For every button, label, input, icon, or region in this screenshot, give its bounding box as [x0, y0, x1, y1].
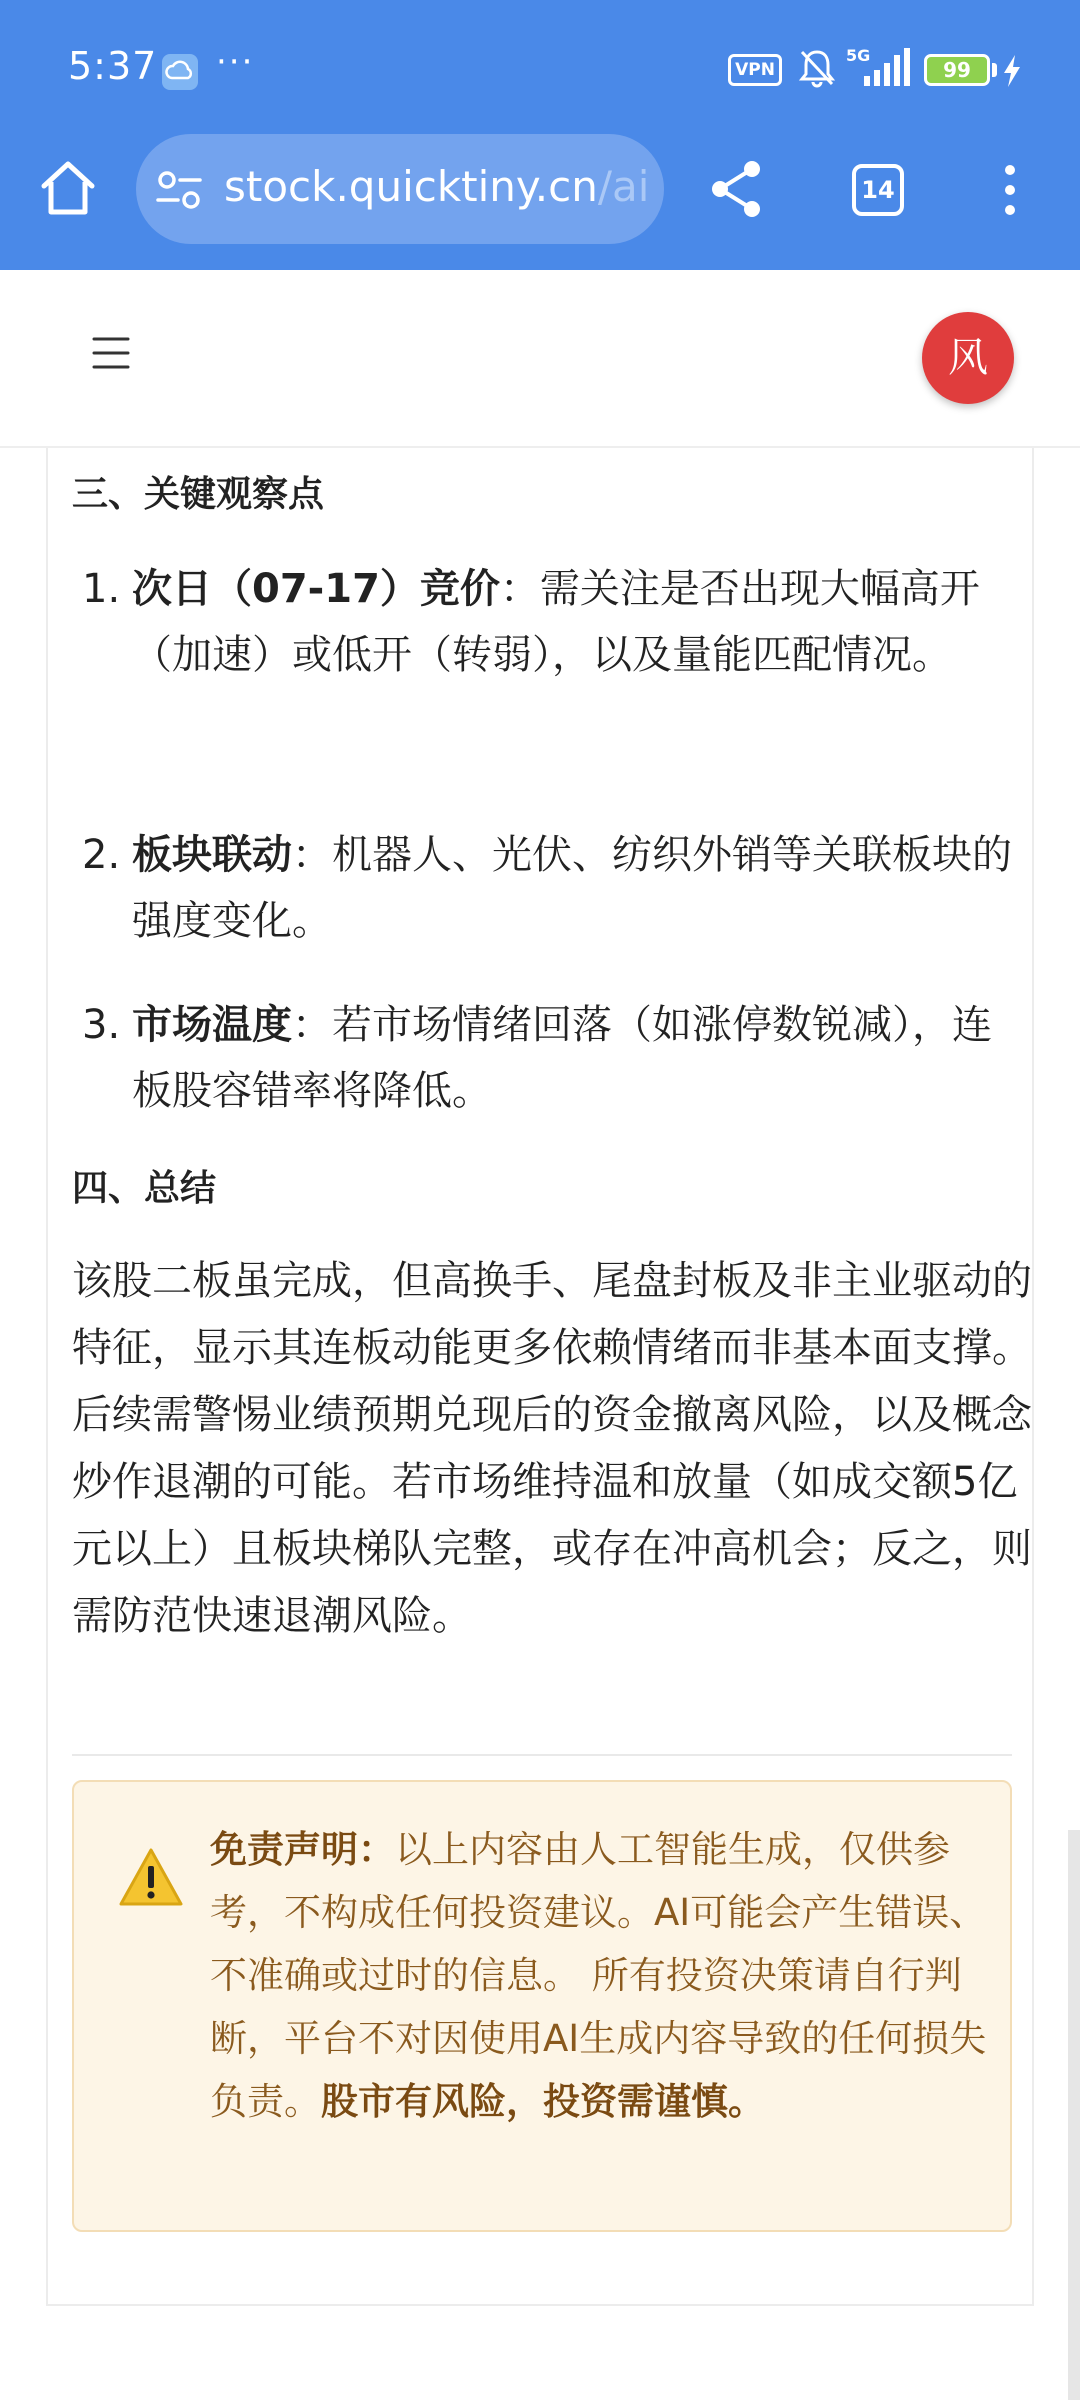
- share-icon[interactable]: [708, 158, 766, 220]
- status-bar: [0, 0, 1080, 140]
- list-item-body: ：机器人、光伏、纺织外销等关联板块的强度变化。: [132, 832, 1012, 944]
- list-item-title: 市场温度: [132, 1002, 292, 1048]
- disclaimer-emphasis: 股市有风险，投资需谨慎。: [321, 2080, 765, 2123]
- site-logo[interactable]: 风: [922, 312, 1014, 404]
- url-host: stock.quicktiny.cn: [224, 162, 598, 211]
- divider: [72, 1754, 1012, 1756]
- more-menu-icon[interactable]: [998, 160, 1022, 220]
- list-item-title: 板块联动: [132, 832, 292, 878]
- list-item-body: ：若市场情绪回落（如涨停数锐减），连板股容错率将降低。: [132, 1002, 992, 1114]
- vpn-badge: VPN: [728, 54, 782, 86]
- cloud-icon: [162, 54, 198, 90]
- battery-icon: [924, 54, 990, 86]
- list-item-title: 次日（07-17）竞价: [132, 566, 500, 612]
- bell-muted-icon: [798, 48, 836, 88]
- more-notifications-icon: ···: [216, 42, 255, 82]
- disclaimer-box: [72, 1780, 1012, 2232]
- list-number: 2.: [82, 832, 121, 878]
- warning-icon: [118, 1846, 184, 1908]
- disclaimer-text: [210, 1818, 990, 2133]
- list-number: 1.: [82, 566, 121, 612]
- list-item-body: ：需关注是否出现大幅高开（加速）或低开（转弱），以及量能匹配情况。: [132, 566, 980, 678]
- list-text: [132, 556, 1022, 688]
- section-heading-observations: 三、关键观察点: [72, 474, 325, 515]
- home-icon[interactable]: [38, 158, 98, 218]
- battery-level: 99: [943, 58, 971, 82]
- list-text: [132, 992, 1022, 1124]
- disclaimer-body: 以上内容由人工智能生成，仅供参考，不构成任何投资建议。AI可能会产生错误、不准确或过时的信息。 所有投资决策请自行判断，平台不对因使用AI生成内容导致的任何损失负责。: [210, 1828, 987, 2123]
- site-header: [0, 270, 1080, 448]
- summary-paragraph: 该股二板虽完成，但高换手、尾盘封板及非主业驱动的特征，显示其连板动能更多依赖情绪而非基本面支撑。后续需警惕业绩预期兑现后的资金撤离风险，以及概念炒作退潮的可能。若市场维持温和放量（如成交额5亿元以上）且板块梯队完整，或存在冲高机会；反之，则需防范快速退潮风险。: [72, 1258, 1032, 1639]
- hamburger-menu-icon[interactable]: [92, 336, 130, 370]
- browser-toolbar: [0, 0, 1080, 270]
- site-settings-icon[interactable]: [156, 168, 202, 212]
- list-number: 3.: [82, 1002, 121, 1048]
- section-heading-summary: 四、总结: [72, 1168, 217, 1209]
- battery-tip: [992, 63, 997, 77]
- status-time: 5:37: [68, 44, 158, 88]
- article-card: [46, 448, 1034, 2306]
- list-text: [132, 822, 1022, 954]
- network-label: 5G: [846, 46, 871, 65]
- url-text[interactable]: [224, 162, 649, 211]
- disclaimer-label: 免责声明：: [210, 1828, 395, 1871]
- tab-switcher-button[interactable]: 14: [852, 164, 904, 216]
- charging-bolt-icon: [1002, 54, 1022, 88]
- scrollbar[interactable]: [1068, 1830, 1080, 2400]
- address-bar[interactable]: [136, 134, 664, 244]
- url-path: /ai: [597, 162, 650, 211]
